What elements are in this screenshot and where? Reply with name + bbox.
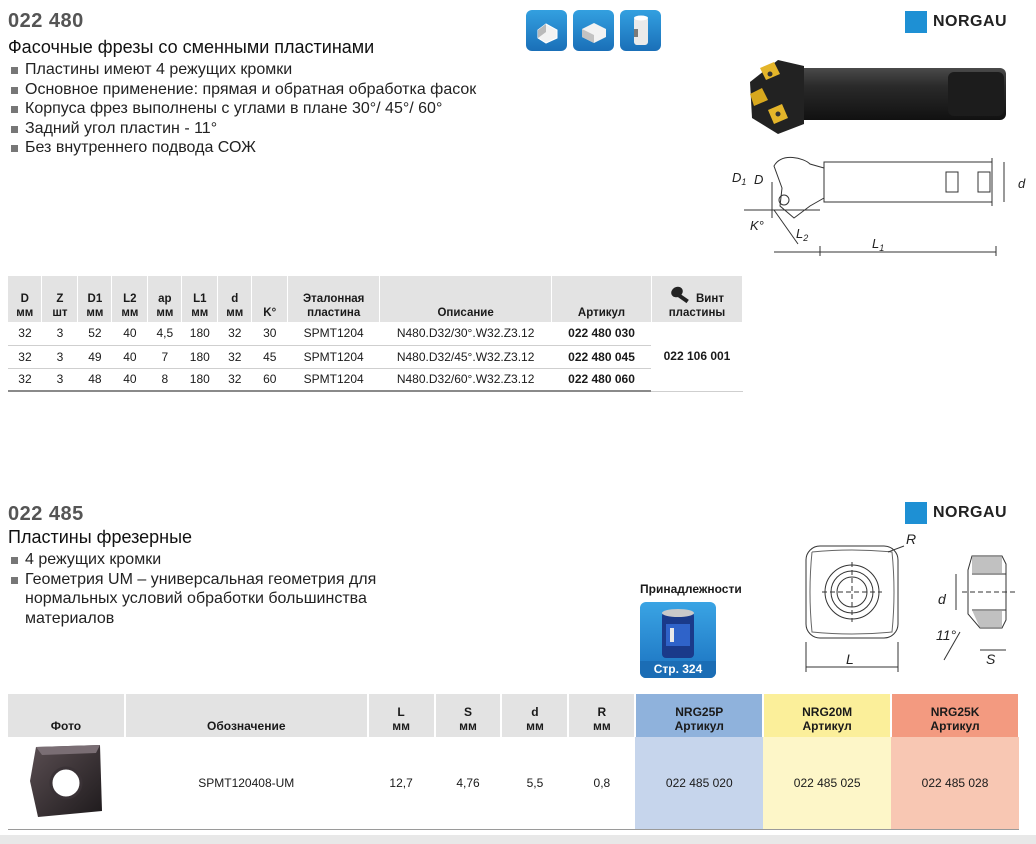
- chamfer-block-icon: [573, 10, 614, 51]
- table-cell: SPMT1204: [288, 345, 380, 368]
- bullet-item: Корпуса фрез выполнены с углами в плане 30°/ 45°/ 60°: [8, 99, 518, 119]
- table-cell: 49: [78, 345, 112, 368]
- r-cell: 0,8: [568, 737, 635, 829]
- header-cell: L2 мм: [112, 276, 148, 322]
- footer-bar: [0, 835, 1036, 844]
- section1-code: 022 480: [8, 10, 84, 32]
- table-cell: 022 480 030: [552, 322, 652, 345]
- header-cell: L1 мм: [182, 276, 218, 322]
- label-r: R: [906, 532, 917, 547]
- bullet-item: Основное применение: прямая и обратная обработка фасок: [8, 80, 518, 100]
- bullet-item: Без внутреннего подвода СОЖ: [8, 138, 518, 158]
- table-cell: 32: [218, 322, 252, 345]
- header-cell: Винт пластины: [651, 276, 742, 322]
- table-cell: N480.D32/45°.W32.Z3.12: [380, 345, 552, 368]
- table-cell: 32: [218, 345, 252, 368]
- bullet-item: 4 режущих кромки: [8, 550, 448, 570]
- d-cell: 5,5: [501, 737, 568, 829]
- label-l: L: [846, 651, 854, 667]
- inserts-table: [8, 694, 1020, 830]
- label-l2: $L_2$: [796, 226, 809, 243]
- table-cell: 3: [42, 345, 78, 368]
- header-cell: S мм: [435, 694, 502, 737]
- insert-photo-cell: [8, 737, 125, 829]
- table-cell: 40: [112, 345, 148, 368]
- section1-bullets: [8, 60, 518, 158]
- header-cell: Описание: [380, 276, 552, 322]
- accessories-page: Стр. 324: [640, 661, 716, 678]
- table-cell: 30: [252, 322, 288, 345]
- table-cell: 022 480 060: [552, 368, 652, 391]
- label-s: S: [986, 651, 996, 667]
- table-cell: 022 480 045: [552, 345, 652, 368]
- accessories-title: Принадлежности: [640, 582, 742, 596]
- table-cell: 40: [112, 368, 148, 391]
- screw-icon: [670, 286, 692, 306]
- header-cell: d мм: [218, 276, 252, 322]
- table-cell: N480.D32/60°.W32.Z3.12: [380, 368, 552, 391]
- table-cell: SPMT1204: [288, 322, 380, 345]
- cutters-table: [8, 276, 743, 392]
- article-nrg25k: 022 485 028: [891, 737, 1019, 829]
- header-cell: L мм: [368, 694, 435, 737]
- table-cell: 32: [8, 345, 42, 368]
- grade-header-nrg25p: NRG25P Артикул: [635, 694, 763, 737]
- table-cell: 3: [42, 322, 78, 345]
- table-row: [8, 322, 743, 345]
- table-cell: N480.D32/30°.W32.Z3.12: [380, 322, 552, 345]
- bullet-item: Задний угол пластин - 11°: [8, 119, 518, 139]
- table-header-row: [8, 276, 743, 322]
- table-cell: 32: [8, 322, 42, 345]
- header-cell: Эталонная пластина: [288, 276, 380, 322]
- table-row: [8, 737, 1019, 829]
- chamfer-workpiece-icon: [526, 10, 567, 51]
- label-d-hole: d: [938, 591, 946, 607]
- header-cell: d мм: [501, 694, 568, 737]
- header-cell: Фото: [8, 694, 125, 737]
- section2-code: 022 485: [8, 503, 84, 525]
- table-cell: 180: [182, 368, 218, 391]
- screw-article-cell: 022 106 001: [651, 322, 742, 391]
- label-d: D: [754, 172, 764, 187]
- table-cell: 32: [218, 368, 252, 391]
- table-row: [8, 368, 743, 391]
- grade-header-nrg25k: NRG25K Артикул: [891, 694, 1019, 737]
- header-cell: Z шт: [42, 276, 78, 322]
- article-nrg25p: 022 485 020: [635, 737, 763, 829]
- logo-square-icon: [905, 502, 927, 524]
- s-cell: 4,76: [435, 737, 502, 829]
- table-cell: 48: [78, 368, 112, 391]
- logo-square-icon: [905, 11, 927, 33]
- label-l1: $L_1$: [872, 236, 885, 253]
- cutter-photo: [738, 52, 1028, 138]
- header-cell: R мм: [568, 694, 635, 737]
- designation-cell: SPMT120408-UM: [125, 737, 368, 829]
- table-cell: 180: [182, 322, 218, 345]
- table-cell: 8: [148, 368, 182, 391]
- grade-header-nrg20m: NRG20M Артикул: [763, 694, 891, 737]
- bullet-item: Геометрия UM – универсальная геометрия для нормальных условий обработки большинства материалов: [8, 570, 448, 629]
- section2-bullets: [8, 550, 448, 628]
- table-header-row: [8, 694, 1019, 737]
- table-cell: 45: [252, 345, 288, 368]
- table-cell: SPMT1204: [288, 368, 380, 391]
- table-cell: 7: [148, 345, 182, 368]
- header-cell: Артикул: [552, 276, 652, 322]
- lubricant-can-icon: [658, 606, 698, 660]
- article-nrg20m: 022 485 025: [763, 737, 891, 829]
- insert-photo: [26, 741, 106, 821]
- header-cell: ap мм: [148, 276, 182, 322]
- insert-drawing: [792, 532, 1032, 672]
- label-k-angle: K°: [750, 218, 764, 233]
- bullet-item: Пластины имеют 4 режущих кромки: [8, 60, 518, 80]
- table-cell: 4,5: [148, 322, 182, 345]
- table-cell: 32: [8, 368, 42, 391]
- header-cell: K°: [252, 276, 288, 322]
- norgau-logo: NORGAU: [905, 11, 1007, 33]
- header-cell: Обозначение: [125, 694, 368, 737]
- norgau-logo: NORGAU: [905, 502, 1007, 524]
- accessories-link[interactable]: [640, 602, 716, 678]
- table-row: [8, 345, 743, 368]
- header-cell: D мм: [8, 276, 42, 322]
- table-cell: 3: [42, 368, 78, 391]
- section2-title: Пластины фрезерные: [8, 527, 193, 547]
- section1-title: Фасочные фрезы со сменными пластинами: [8, 37, 375, 57]
- header-cell: D1 мм: [78, 276, 112, 322]
- cylindrical-shank-icon: [620, 10, 661, 51]
- table-cell: 60: [252, 368, 288, 391]
- label-clearance-angle: 11°: [936, 627, 957, 643]
- table-cell: 52: [78, 322, 112, 345]
- table-cell: 40: [112, 322, 148, 345]
- table-cell: 180: [182, 345, 218, 368]
- l-cell: 12,7: [368, 737, 435, 829]
- label-d1: $D_1$: [732, 170, 747, 187]
- cutter-drawing: [724, 148, 1034, 258]
- label-shank-d: d: [1018, 176, 1026, 191]
